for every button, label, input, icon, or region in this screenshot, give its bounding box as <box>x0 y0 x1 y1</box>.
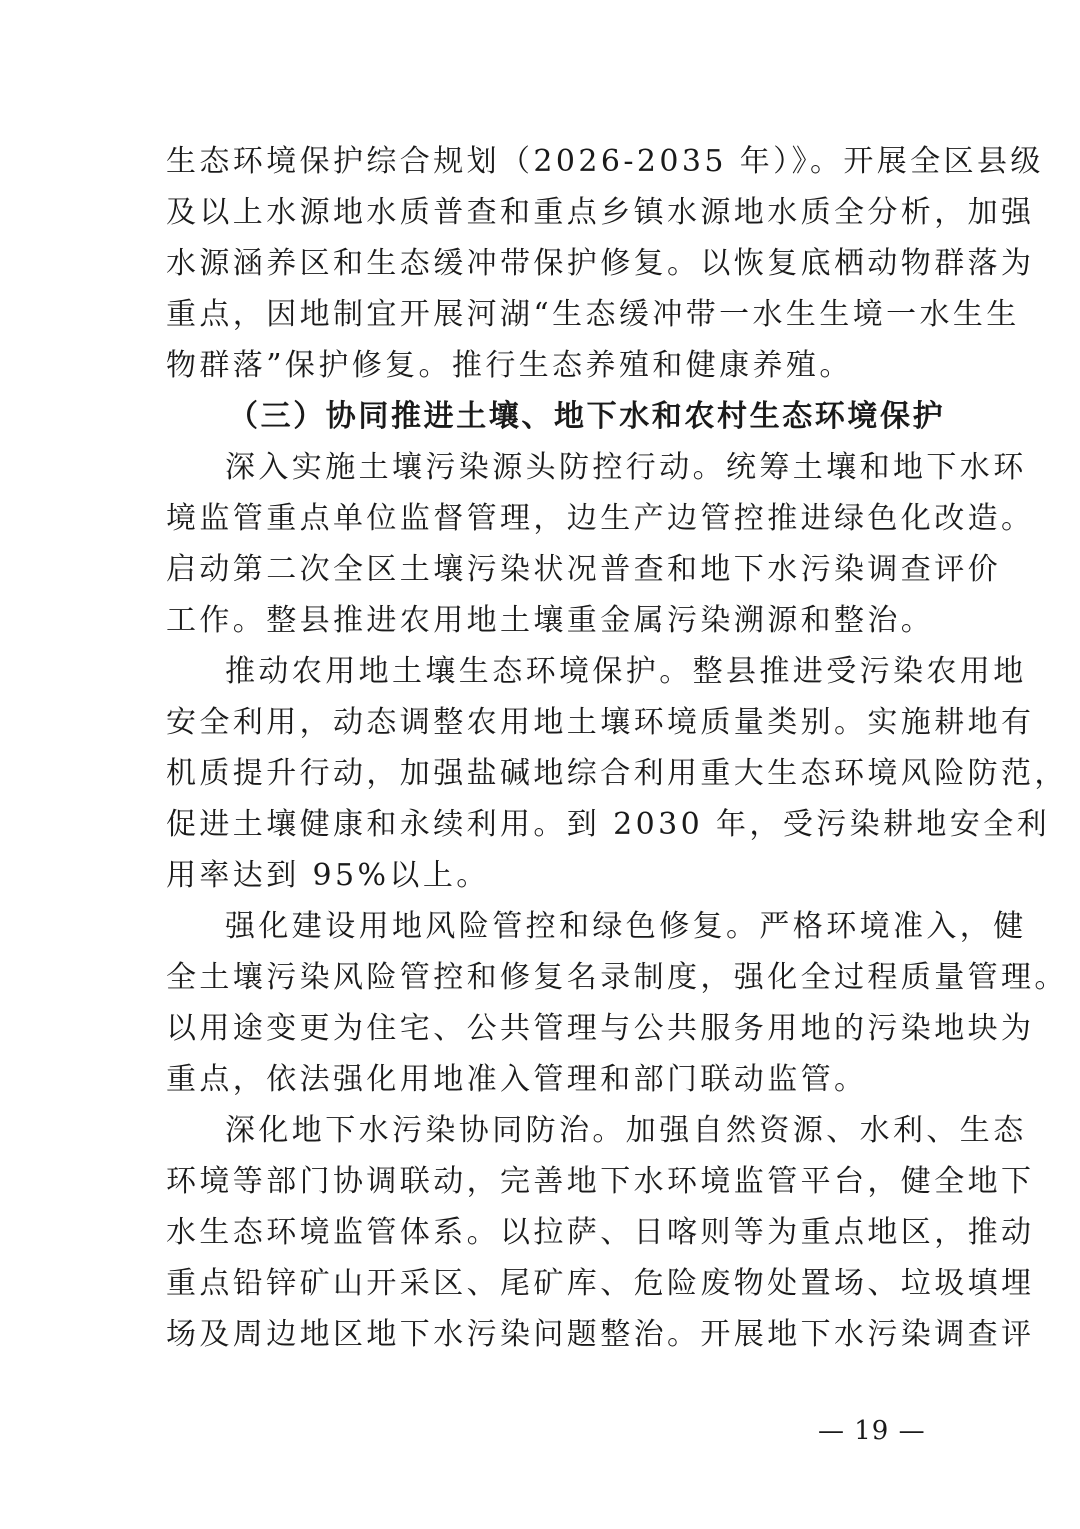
text-line: 重点，依法强化用地准入管理和部门联动监管。 <box>166 1062 868 1097</box>
text-line: 场及周边地区地下水污染问题整治。开展地下水污染调查评 <box>166 1317 1035 1352</box>
paragraph-first-line: 深化地下水污染协同防治。加强自然资源、水利、生态 <box>225 1113 1027 1148</box>
text-line: 重点铅锌矿山开采区、尾矿库、危险废物处置场、垃圾填埋 <box>166 1266 1035 1301</box>
paragraph-first-line: 推动农用地土壤生态环境保护。整县推进受污染农用地 <box>225 654 1027 689</box>
text-line: 启动第二次全区土壤污染状况普查和地下水污染调查评价 <box>166 552 1001 587</box>
text-line: 以用途变更为住宅、公共管理与公共服务用地的污染地块为 <box>166 1011 1035 1046</box>
text-line: 境监管重点单位监督管理，边生产边管控推进绿色化改造。 <box>166 501 1035 536</box>
text-line: 及以上水源地水质普查和重点乡镇水源地水质全分析，加强 <box>166 195 1035 230</box>
text-line: 安全利用，动态调整农用地土壤环境质量类别。实施耕地有 <box>166 705 1035 740</box>
text-line: 全土壤污染风险管控和修复名录制度，强化全过程质量管理。 <box>166 960 1068 995</box>
text-line: 物群落”保护修复。推行生态养殖和健康养殖。 <box>166 348 853 383</box>
section-heading: （三）协同推进土壤、地下水和农村生态环境保护 <box>228 399 946 434</box>
text-line: 促进土壤健康和永续利用。到 2030 年，受污染耕地安全利 <box>166 807 1051 842</box>
text-line: 水源涵养区和生态缓冲带保护修复。以恢复底栖动物群落为 <box>166 246 1035 281</box>
text-line: 机质提升行动，加强盐碱地综合利用重大生态环境风险防范， <box>166 756 1068 791</box>
text-line: 水生态环境监管体系。以拉萨、日喀则等为重点地区，推动 <box>166 1215 1035 1250</box>
text-line: 重点，因地制宜开展河湖“生态缓冲带一水生生境一水生生 <box>166 297 1020 332</box>
text-line: 用率达到 95%以上。 <box>166 858 490 893</box>
text-line: 生态环境保护综合规划（2026-2035 年）》。开展全区县级 <box>166 144 1044 179</box>
paragraph-first-line: 强化建设用地风险管控和绿色修复。严格环境准入，健 <box>225 909 1027 944</box>
text-line: 环境等部门协调联动，完善地下水环境监管平台，健全地下 <box>166 1164 1035 1199</box>
text-line: 工作。整县推进农用地土壤重金属污染溯源和整治。 <box>166 603 935 638</box>
paragraph-first-line: 深入实施土壤污染源头防控行动。统筹土壤和地下水环 <box>225 450 1027 485</box>
page-number: — 19 — <box>818 1416 926 1446</box>
